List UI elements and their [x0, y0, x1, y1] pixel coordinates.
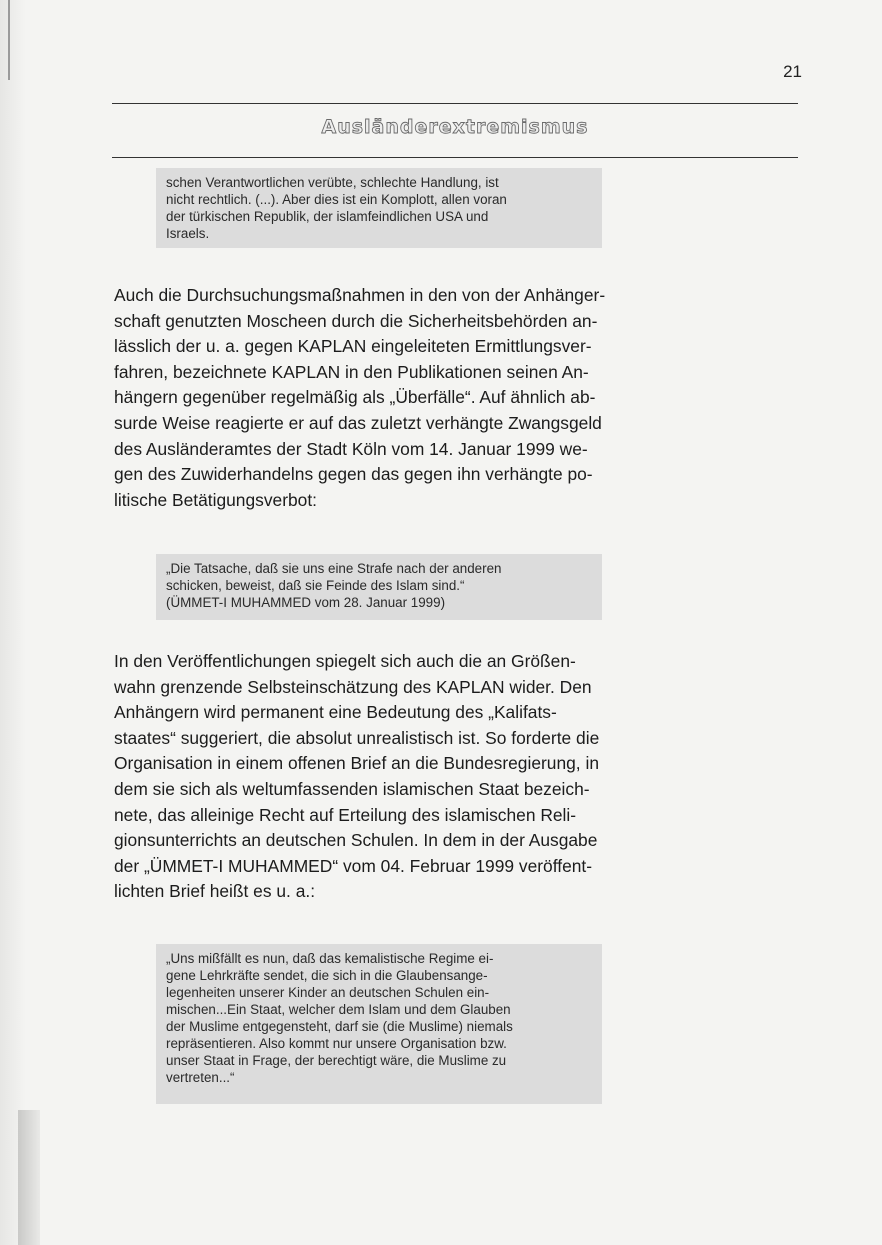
text-line: In den Veröffentlichungen spiegelt sich auch die an Größen-: [114, 651, 576, 671]
quote-source: (ÜMMET-I MUHAMMED vom 28. Januar 1999): [166, 595, 446, 610]
section-title: Ausländerextremismus: [321, 116, 589, 138]
quote-line: legenheiten unserer Kinder an deutschen Schulen ein-: [166, 985, 490, 1000]
quote-line: „Uns mißfällt es nun, daß das kemalistische Regime ei-: [166, 951, 494, 966]
quote-block-2: [156, 554, 602, 620]
text-line: staates“ suggeriert, die absolut unrealistisch ist. So forderte die: [114, 727, 600, 748]
paragraph-1: [114, 283, 662, 513]
text-line: des Ausländeramtes der Stadt Köln vom 14. Januar 1999 we-: [114, 438, 588, 459]
quote-line: schen Verantwortlichen verübte, schlechte Handlung, ist: [166, 175, 499, 190]
text-line: lässlich der u. a. gegen KAPLAN eingeleiteten Ermittlungsver-: [114, 336, 592, 357]
text-line: dem sie sich als weltumfassenden islamischen Staat bezeich-: [114, 778, 590, 799]
text-line: lichten Brief heißt es u. a.:: [114, 881, 316, 902]
text-line: hängern gegenüber regelmäßig als „Überfälle“. Auf ähnlich ab-: [114, 387, 596, 408]
text-line: schaft genutzten Moscheen durch die Sicherheitsbehörden an-: [114, 310, 598, 331]
text-line: der „ÜMMET-I MUHAMMED“ vom 04. Februar 1999 veröffent-: [114, 855, 593, 876]
quote-line: nicht rechtlich. (...). Aber dies ist ein Komplott, allen voran: [166, 192, 507, 207]
quote-line: Israels.: [166, 226, 210, 241]
quote-line: der türkischen Republik, der islamfeindlichen USA und: [166, 209, 489, 224]
text-line: gionsunterrichts an deutschen Schulen. In dem in der Ausgabe: [114, 830, 598, 851]
text-line: gen des Zuwiderhandelns gegen das gegen ihn verhängte po-: [114, 464, 593, 485]
quote-block-1: [156, 168, 602, 248]
scan-binding-shadow: [18, 1110, 40, 1245]
quote-block-3: [156, 944, 602, 1104]
text-line: Organisation in einem offenen Brief an die Bundesregierung, in: [114, 753, 600, 774]
quote-line: „Die Tatsache, daß sie uns eine Strafe nach der anderen: [166, 561, 502, 576]
header-rule-bottom: [112, 157, 798, 158]
text-line: nete, das alleinige Recht auf Erteilung des islamischen Reli-: [114, 804, 577, 825]
text-line: fahren, bezeichnete KAPLAN in den Publikationen seinen An-: [114, 361, 589, 382]
text-line: wahn grenzende Selbsteinschätzung des KAPLAN wider. Den: [114, 676, 592, 697]
quote-line: mischen...Ein Staat, welcher dem Islam und dem Glauben: [166, 1002, 511, 1017]
text-line: surde Weise reagierte er auf das zuletzt verhängte Zwangsgeld: [114, 412, 602, 433]
text-line: litische Betätigungsverbot:: [114, 489, 318, 510]
header-rule-top: [112, 103, 798, 104]
scan-shadow-left: [0, 0, 26, 1245]
quote-line: gene Lehrkräfte sendet, die sich in die Glaubensange-: [166, 968, 488, 983]
quote-line: repräsentieren. Also kommt nur unsere Organisation bzw.: [166, 1036, 507, 1051]
scan-mark: [8, 0, 10, 80]
text-line: Auch die Durchsuchungsmaßnahmen in den von der Anhänger-: [114, 285, 606, 305]
text-line: Anhängern wird permanent eine Bedeutung des „Kalifats-: [114, 702, 557, 723]
page-number: 21: [783, 62, 802, 81]
quote-line: schicken, beweist, daß sie Feinde des Islam sind.“: [166, 578, 465, 593]
quote-line: der Muslime entgegensteht, darf sie (die Muslime) niemals: [166, 1019, 513, 1034]
quote-line: vertreten...“: [166, 1070, 235, 1085]
paragraph-2: [114, 649, 662, 905]
quote-line: unser Staat in Frage, der berechtigt wäre, die Muslime zu: [166, 1053, 507, 1068]
